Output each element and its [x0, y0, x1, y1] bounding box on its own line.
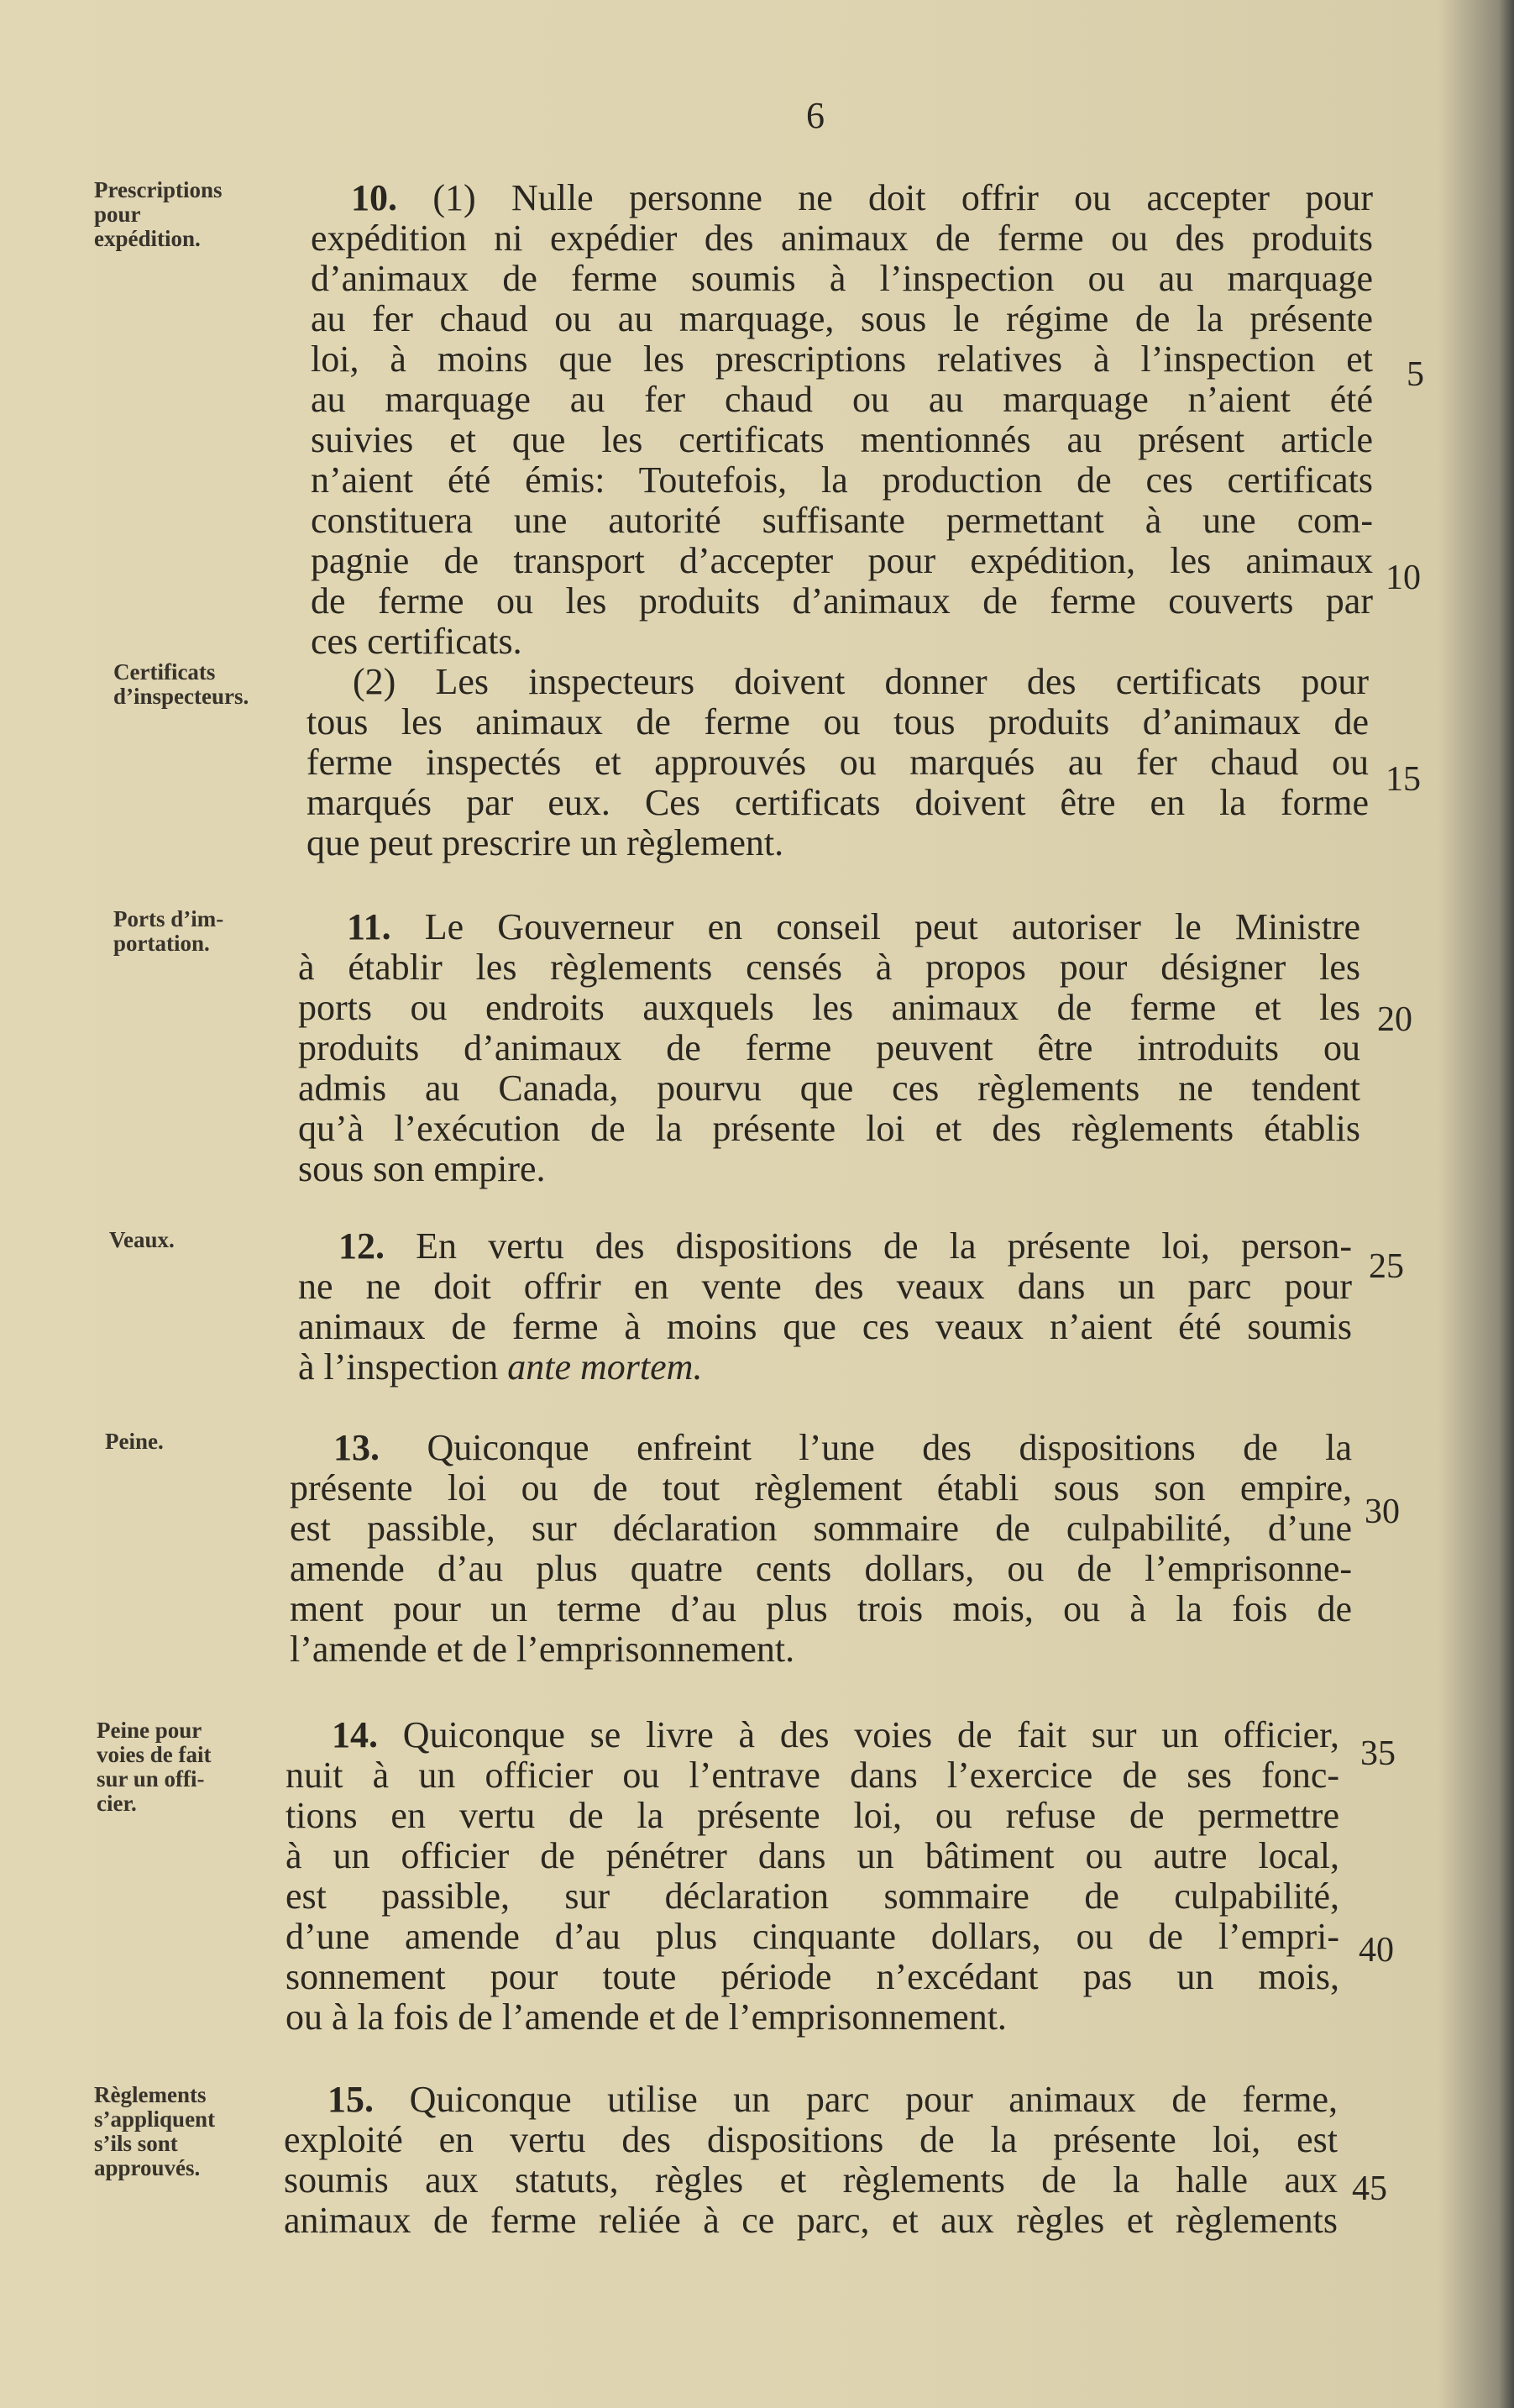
text-line: est passible, sur déclaration sommaire de culpabilité, d’une [290, 1508, 1352, 1549]
text-line-content: Le Gouverneur en conseil peut autoriser le Ministre [424, 906, 1361, 947]
line-number: 10 [1386, 559, 1421, 597]
section-number: 10. [351, 177, 397, 218]
margin-note-line: Règlements [94, 2082, 207, 2107]
text-line: ou à la fois de l’amende et de l’emprisonnement. [286, 1996, 1007, 2038]
text-line: ne ne doit offrir en vente des veaux dans un parc pour [298, 1266, 1352, 1307]
section-13 [290, 1428, 1352, 1670]
text-line: ces certificats. [311, 621, 522, 662]
text-line: tous les animaux de ferme ou tous produits d’animaux de [306, 701, 1369, 742]
margin-note-line: Prescriptions [94, 177, 223, 202]
section-11 [298, 907, 1360, 1189]
line-number: 25 [1369, 1247, 1404, 1286]
section-10-1 [311, 178, 1373, 662]
text-line: d’animaux de ferme soumis à l’inspection ou au marquage [311, 258, 1373, 299]
text-line: sous son empire. [298, 1148, 546, 1189]
text-line: ment pour un terme d’au plus trois mois, ou à la fois de [290, 1588, 1352, 1629]
text-line-content: à l’inspection [298, 1346, 499, 1388]
text-line: admis au Canada, pourvu que ces règlements ne tendent [298, 1068, 1360, 1109]
page-number: 6 [806, 95, 825, 136]
margin-note-line: Peine pour [97, 1718, 202, 1743]
text-line: soumis aux statuts, règles et règlements de la halle aux [284, 2159, 1338, 2201]
margin-note-line: sur un offi- [97, 1766, 205, 1792]
text-line: expédition ni expédier des animaux de ferme ou des produits [311, 218, 1373, 259]
text-line: marqués par eux. Ces certificats doivent être en la forme [306, 782, 1369, 823]
line-number: 5 [1407, 355, 1424, 394]
section-15 [284, 2080, 1338, 2241]
margin-note-line: s’appliquent [94, 2106, 216, 2132]
text-line: est passible, sur déclaration sommaire de culpabilité, [286, 1876, 1339, 1917]
section-number: 12. [338, 1225, 385, 1267]
text-line: ferme inspectés et approuvés ou marqués au fer chaud ou [306, 742, 1369, 783]
margin-note-line: Veaux. [109, 1227, 175, 1252]
text-line: d’une amende d’au plus cinquante dollars, ou de l’empri- [286, 1916, 1339, 1957]
margin-note-line: Peine. [105, 1429, 164, 1454]
margin-note-line: portation. [113, 931, 210, 956]
margin-note-peine-voies-de-fait [97, 1718, 298, 1816]
text-line [298, 1226, 1352, 1267]
text-line: loi, à moins que les prescriptions relatives à l’inspection et [311, 338, 1373, 380]
margin-note-line: s’ils sont [94, 2131, 178, 2156]
margin-note-line: expédition. [94, 226, 201, 251]
text-line: amende d’au plus quatre cents dollars, ou de l’emprisonne- [290, 1548, 1352, 1589]
margin-note-line: voies de fait [97, 1742, 212, 1767]
text-line [298, 907, 1360, 947]
text-line-content: Quiconque se livre à des voies de fait sur un officier, [402, 1714, 1339, 1755]
text-line: (2) Les inspecteurs doivent donner des certificats pour [353, 661, 1369, 702]
text-line: exploité en vertu des dispositions de la présente loi, est [284, 2119, 1338, 2160]
margin-note-line: cier. [97, 1791, 137, 1816]
text-line: que peut prescrire un règlement. [306, 822, 784, 863]
text-line: pagnie de transport d’accepter pour expédition, les animaux [311, 540, 1373, 581]
text-line: sonnement pour toute période n’excédant pas un mois, [286, 1956, 1339, 1997]
text-line: tions en vertu de la présente loi, ou refuse de permettre [286, 1795, 1339, 1836]
text-line [290, 1428, 1352, 1468]
margin-note-peine [105, 1430, 306, 1454]
text-line: qu’à l’exécution de la présente loi et des règlements établis [298, 1108, 1360, 1149]
italic-phrase: ante mortem. [507, 1346, 703, 1388]
section-number: 15. [327, 2079, 374, 2120]
text-line: au fer chaud ou au marquage, sous le régime de la présente [311, 298, 1373, 339]
text-line: produits d’animaux de ferme peuvent être introduits ou [298, 1027, 1360, 1068]
text-line: animaux de ferme reliée à ce parc, et aux règles et règlements [284, 2200, 1338, 2241]
line-number: 40 [1359, 1931, 1394, 1970]
margin-note-reglements [94, 2083, 296, 2180]
text-line: suivies et que les certificats mentionnés au présent article [311, 419, 1373, 460]
margin-note-line: Certificats [113, 659, 216, 685]
text-line [286, 1715, 1339, 1755]
line-number: 15 [1386, 760, 1421, 799]
section-number: 14. [332, 1714, 378, 1755]
text-line: n’aient été émis: Toutefois, la production de ces certificats [311, 459, 1373, 501]
section-12 [298, 1226, 1352, 1388]
margin-note-line: pour [94, 202, 141, 227]
text-line: présente loi ou de tout règlement établi sous son empire, [290, 1467, 1352, 1508]
section-14 [286, 1715, 1339, 2038]
line-number: 35 [1360, 1734, 1396, 1773]
text-line: à un officier de pénétrer dans un bâtiment ou autre local, [286, 1835, 1339, 1876]
text-line [311, 178, 1373, 218]
section-number: 13. [333, 1427, 380, 1468]
section-10-2 [306, 662, 1369, 863]
margin-note-prescriptions [94, 178, 296, 251]
text-line [298, 1347, 1352, 1388]
margin-note-line: approuvés. [94, 2155, 201, 2180]
text-line: nuit à un officier ou l’entrave dans l’exercice de ses fonc- [286, 1755, 1339, 1796]
text-line: au marquage au fer chaud ou au marquage n’aient été [311, 379, 1373, 420]
text-line: animaux de ferme à moins que ces veaux n’aient été soumis [298, 1306, 1352, 1347]
text-line [284, 2080, 1338, 2120]
line-number: 30 [1365, 1493, 1400, 1531]
text-line: constituera une autorité suffisante permettant à une com- [311, 500, 1373, 541]
margin-note-veaux [109, 1228, 311, 1252]
line-number: 45 [1352, 2169, 1387, 2208]
text-line-content: Quiconque enfreint l’une des dispositions de la [427, 1427, 1353, 1468]
text-line: l’amende et de l’emprisonnement. [290, 1629, 795, 1670]
margin-note-certificats [113, 660, 315, 709]
margin-note-ports [113, 907, 315, 956]
text-line: de ferme ou les produits d’animaux de ferme couverts par [311, 580, 1373, 622]
text-line-content: (1) Nulle personne ne doit offrir ou accepter pour [432, 177, 1373, 218]
margin-note-line: d’inspecteurs. [113, 684, 249, 709]
text-line: à établir les règlements censés à propos pour désigner les [298, 947, 1360, 988]
text-line: ports ou endroits auxquels les animaux de ferme et les [298, 987, 1360, 1028]
margin-note-line: Ports d’im- [113, 906, 224, 931]
text-line-content: Quiconque utilise un parc pour animaux de ferme, [409, 2079, 1339, 2120]
text-line-content: En vertu des dispositions de la présente loi, person- [416, 1225, 1352, 1267]
section-number: 11. [347, 906, 391, 947]
line-number: 20 [1377, 1000, 1412, 1039]
